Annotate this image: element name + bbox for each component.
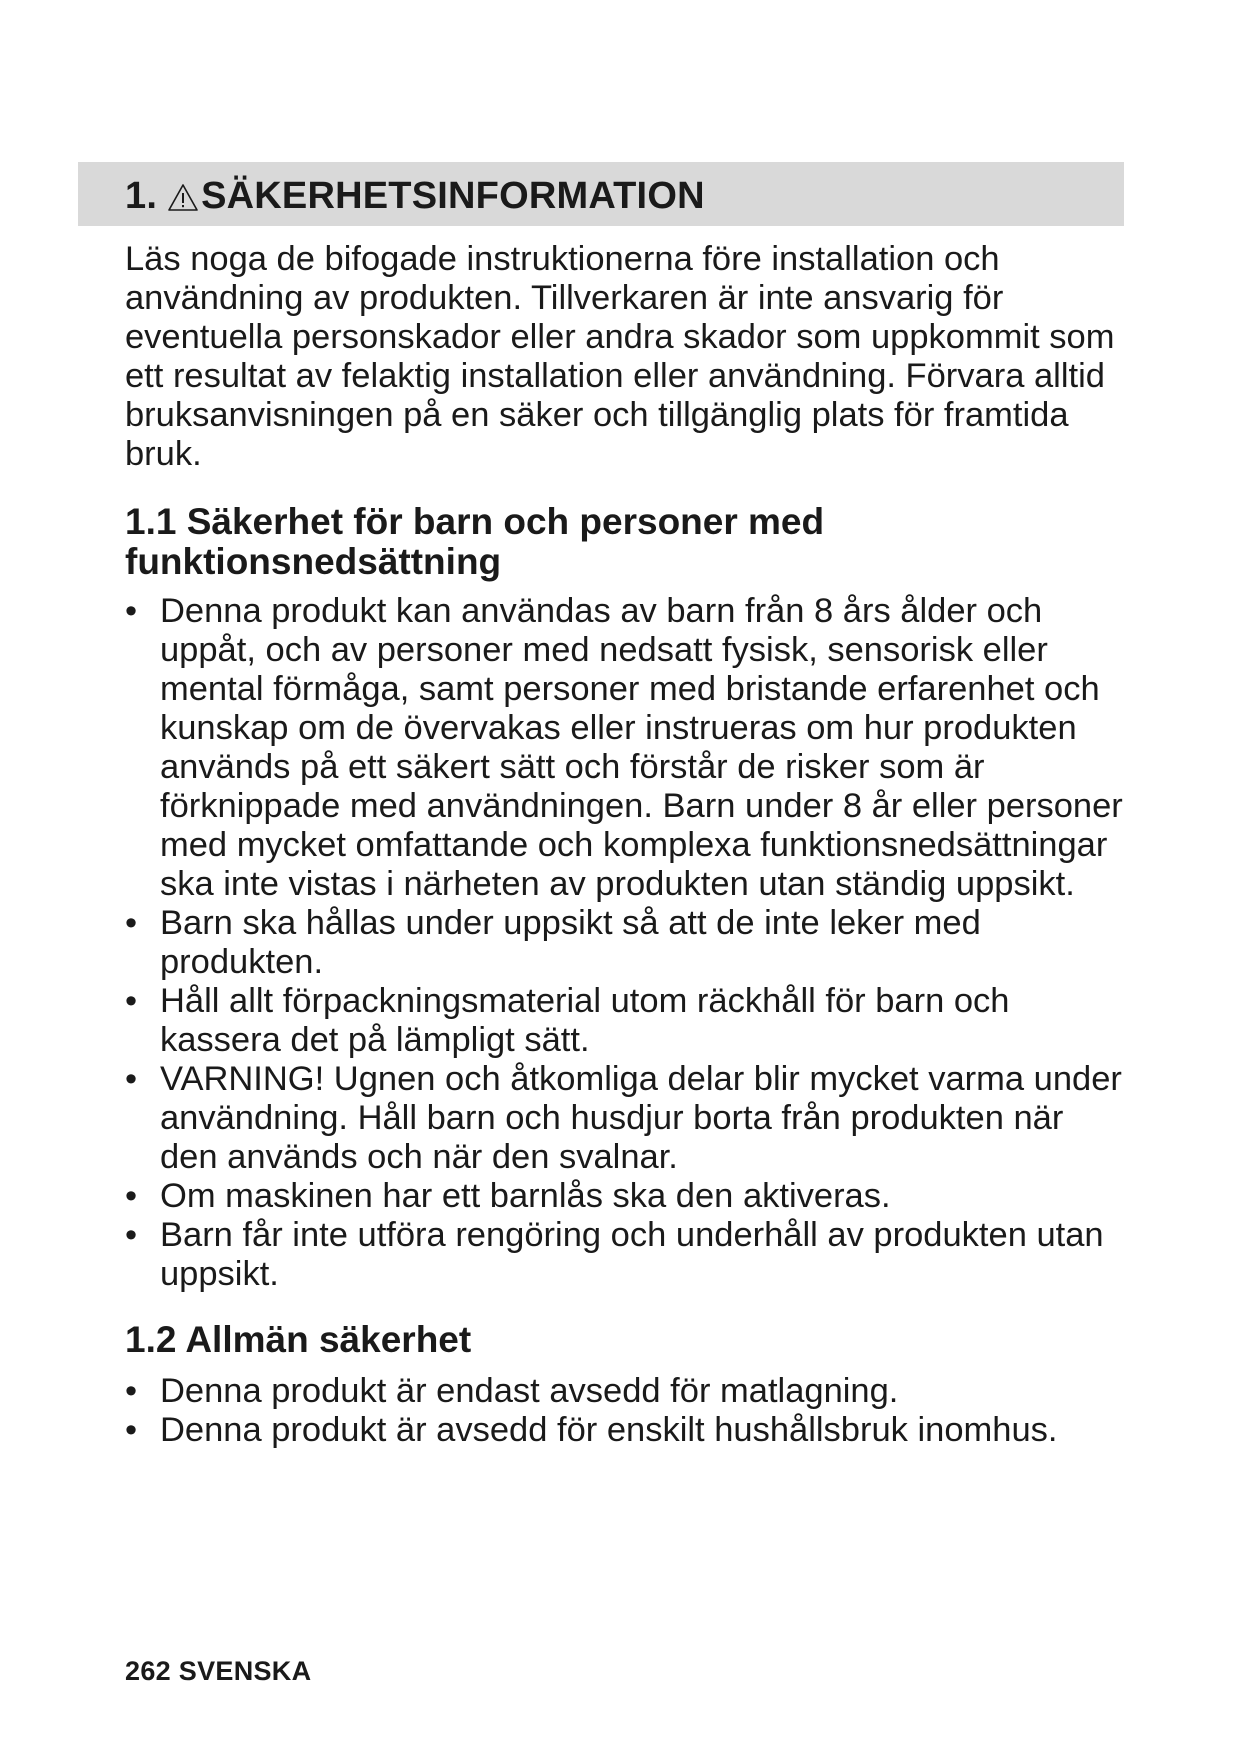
list-item-text: Denna produkt är avsedd för enskilt hushållsbruk inomhus. <box>160 1411 1058 1449</box>
section-title <box>125 170 705 222</box>
intro-paragraph: Läs noga de bifogade instruktionerna före installation och användning av produkten. Tillverkaren är inte ansvarig för eventuella personskador eller andra skador som uppkommit som ett resultat av felaktig installation eller användning. Förvara alltid bruksanvisningen på en säker och tillgänglig plats för framtida bruk. <box>125 240 1115 473</box>
bullet-icon: • <box>125 1411 138 1449</box>
subsection-2-bullets <box>125 1372 1125 1450</box>
list-item <box>125 1216 1125 1294</box>
list-item-text: Barn ska hållas under uppsikt så att de inte leker med produkten. <box>160 904 981 981</box>
list-item <box>125 1177 1125 1216</box>
main-content <box>125 240 1125 1450</box>
list-item-text: Denna produkt är endast avsedd för matlagning. <box>160 1372 899 1410</box>
list-item-text: VARNING! Ugnen och åtkomliga delar blir mycket varma under användning. Håll barn och husdjur borta från produkten när den används och när den svalnar. <box>160 1060 1122 1176</box>
subsection-1-title: 1.1 Säkerhet för barn och personer med funktionsnedsättning <box>125 501 825 582</box>
bullet-icon: • <box>125 592 138 630</box>
page-footer <box>125 1656 311 1687</box>
warning-triangle-icon <box>167 182 199 212</box>
subsection-2-title: 1.2 Allmän säkerhet <box>125 1319 472 1360</box>
list-item-text: Om maskinen har ett barnlås ska den aktiveras. <box>160 1177 891 1215</box>
list-item-text: Denna produkt kan användas av barn från 8 års ålder och uppåt, och av personer med nedsatt fysisk, sensorisk eller mental förmåga, samt personer med bristande erfarenhet och kunskap om de övervakas eller instrueras om hur produkten används på ett säkert sätt och förstår de risker som är förknippade med användningen. Barn under 8 år eller personer med mycket omfattande och komplexa funktionsnedsättningar ska inte vistas i närheten av produkten utan ständig uppsikt. <box>160 592 1123 903</box>
list-item <box>125 592 1125 904</box>
footer-language: SVENSKA <box>178 1656 312 1686</box>
section-number: 1. <box>125 174 158 217</box>
bullet-icon: • <box>125 1216 138 1254</box>
list-item <box>125 1372 1125 1411</box>
list-item <box>125 1411 1125 1450</box>
list-item <box>125 1060 1125 1177</box>
list-item <box>125 982 1125 1060</box>
list-item-text: Barn får inte utföra rengöring och underhåll av produkten utan uppsikt. <box>160 1216 1104 1293</box>
bullet-icon: • <box>125 982 138 1020</box>
subsection-1-bullets <box>125 592 1125 1294</box>
list-item-text: Håll allt förpackningsmaterial utom räckhåll för barn och kassera det på lämpligt sätt. <box>160 982 1010 1059</box>
section-title-text: SÄKERHETSINFORMATION <box>201 174 705 217</box>
list-item <box>125 904 1125 982</box>
bullet-icon: • <box>125 1177 138 1215</box>
bullet-icon: • <box>125 1372 138 1410</box>
bullet-icon: • <box>125 1060 138 1098</box>
page-number: 262 <box>125 1656 171 1686</box>
bullet-icon: • <box>125 904 138 942</box>
